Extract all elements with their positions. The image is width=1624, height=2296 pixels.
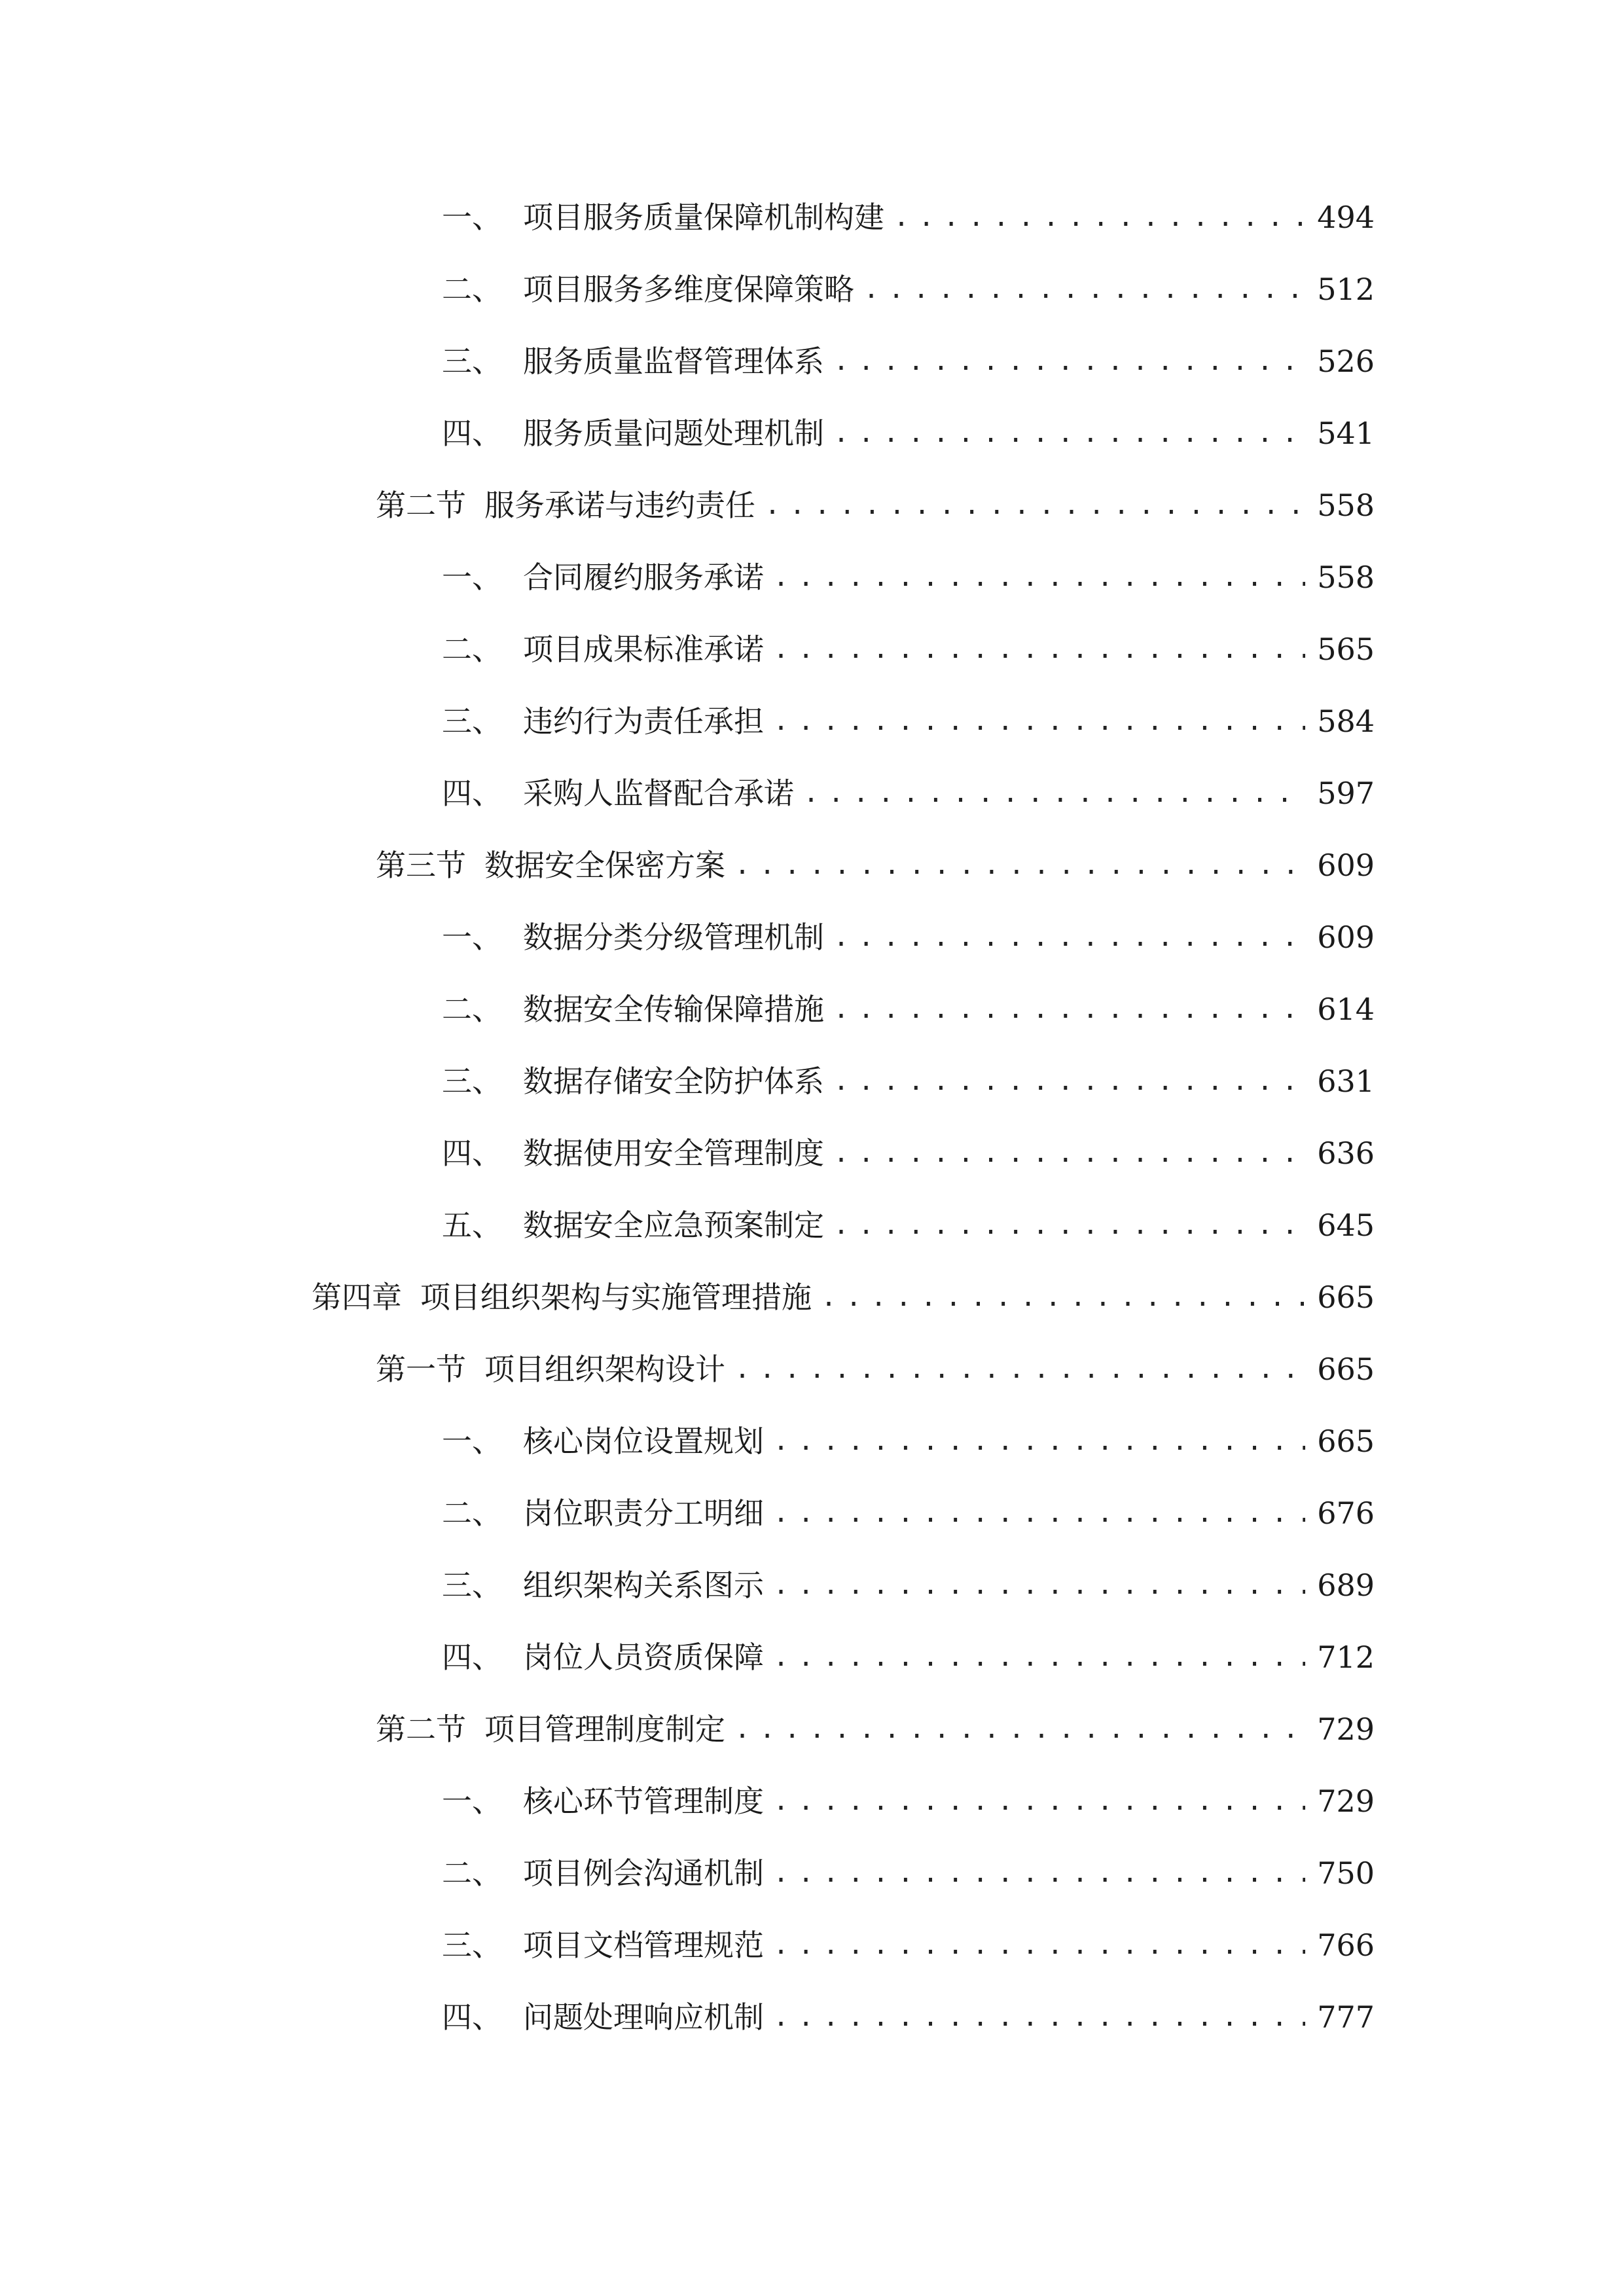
toc-entry-label <box>442 1124 824 1183</box>
toc-dot-leader <box>773 1628 1305 1687</box>
toc-entry-title: 数据使用安全管理制度 <box>523 1136 824 1171</box>
toc-dot-leader <box>803 764 1305 823</box>
toc-dot-leader <box>773 1844 1305 1903</box>
toc-dot-leader <box>833 1124 1305 1183</box>
toc-page-number: 665 <box>1317 1352 1375 1387</box>
toc-dot-leader <box>833 1196 1305 1255</box>
toc-dot-leader <box>833 404 1305 463</box>
toc-entry[interactable] <box>0 1556 1375 1615</box>
toc-entry-title: 问题处理响应机制 <box>523 2000 764 2035</box>
toc-entry-number: 三、 <box>442 1928 502 1963</box>
toc-page-number: 712 <box>1317 1640 1375 1675</box>
toc-page-number: 541 <box>1317 416 1375 451</box>
toc-entry-title: 数据分类分级管理机制 <box>523 920 824 955</box>
toc-entry-number: 一、 <box>442 1784 502 1819</box>
toc-entry[interactable] <box>0 1628 1375 1687</box>
toc-entry-title: 项目组织架构设计 <box>484 1352 725 1387</box>
toc-entry-title: 岗位人员资质保障 <box>523 1640 764 1675</box>
toc-entry-label <box>442 260 854 319</box>
toc-entry-number: 第二节 <box>376 1712 466 1747</box>
toc-entry-number: 四、 <box>442 1640 502 1675</box>
toc-dot-leader <box>773 620 1305 679</box>
toc-entry-number: 三、 <box>442 1568 502 1603</box>
toc-entry[interactable] <box>0 1268 1375 1327</box>
toc-entry-title: 核心环节管理制度 <box>523 1784 764 1819</box>
toc-page-number: 584 <box>1317 704 1375 739</box>
toc-entry-title: 数据安全保密方案 <box>484 848 725 883</box>
toc-entry-label <box>442 1484 764 1543</box>
toc-entry-number: 第三节 <box>376 848 466 883</box>
toc-dot-leader <box>773 1556 1305 1615</box>
toc-dot-leader <box>833 332 1305 391</box>
toc-entry-title: 项目服务质量保障机制构建 <box>523 200 884 235</box>
toc-dot-leader <box>893 188 1305 247</box>
toc-dot-leader <box>773 1988 1305 2047</box>
toc-entry[interactable] <box>0 836 1375 895</box>
toc-entry-title: 服务质量监督管理体系 <box>523 344 824 379</box>
toc-page-number: 729 <box>1317 1784 1375 1819</box>
toc-entry-number: 五、 <box>442 1208 502 1243</box>
toc-entry-title: 采购人监督配合承诺 <box>523 776 794 811</box>
toc-page-number: 609 <box>1317 848 1375 883</box>
toc-entry-number: 三、 <box>442 344 502 379</box>
toc-entry[interactable] <box>0 764 1375 823</box>
toc-page-number: 558 <box>1317 560 1375 595</box>
toc-entry-title: 服务承诺与违约责任 <box>484 488 755 523</box>
toc-entry-number: 三、 <box>442 1064 502 1099</box>
toc-entry-number: 第二节 <box>376 488 466 523</box>
toc-page-number: 614 <box>1317 992 1375 1027</box>
toc-entry-title: 项目管理制度制定 <box>484 1712 725 1747</box>
toc-entry-number: 一、 <box>442 560 502 595</box>
toc-entry[interactable] <box>0 1412 1375 1471</box>
toc-dot-leader <box>765 476 1305 535</box>
toc-entry[interactable] <box>0 332 1375 391</box>
toc-entry[interactable] <box>0 620 1375 679</box>
toc-page-number: 645 <box>1317 1208 1375 1243</box>
toc-entry-title: 项目成果标准承诺 <box>523 632 764 667</box>
toc-entry-label <box>442 692 764 751</box>
toc-entry-title: 项目服务多维度保障策略 <box>523 272 854 307</box>
toc-entry[interactable] <box>0 908 1375 967</box>
toc-entry-title: 岗位职责分工明细 <box>523 1496 764 1531</box>
toc-entry[interactable] <box>0 476 1375 535</box>
toc-entry-label <box>442 188 884 247</box>
toc-entry-label <box>442 1844 764 1903</box>
toc-entry-number: 第一节 <box>376 1352 466 1387</box>
toc-entry[interactable] <box>0 1700 1375 1759</box>
toc-dot-leader <box>863 260 1305 319</box>
toc-entry[interactable] <box>0 980 1375 1039</box>
toc-page-number: 631 <box>1317 1064 1375 1099</box>
toc-entry-label <box>376 1340 725 1399</box>
toc-entry-label <box>376 836 725 895</box>
toc-entry-number: 一、 <box>442 1424 502 1459</box>
toc-entry-number: 二、 <box>442 1856 502 1891</box>
toc-entry-label <box>442 1916 764 1975</box>
toc-entry[interactable] <box>0 1484 1375 1543</box>
toc-entry-number: 二、 <box>442 1496 502 1531</box>
toc-entry-title: 数据存储安全防护体系 <box>523 1064 824 1099</box>
toc-entry-title: 核心岗位设置规划 <box>523 1424 764 1459</box>
toc-dot-leader <box>773 1916 1305 1975</box>
toc-entry-label <box>442 1988 764 2047</box>
toc-entry-label <box>442 764 794 823</box>
toc-page-number: 676 <box>1317 1496 1375 1531</box>
toc-dot-leader <box>734 1340 1305 1399</box>
toc-page-number: 597 <box>1317 776 1375 811</box>
toc-entry-label <box>376 476 755 535</box>
toc-dot-leader <box>773 692 1305 751</box>
toc-entry-number: 四、 <box>442 2000 502 2035</box>
toc-entry-number: 二、 <box>442 272 502 307</box>
toc-page-number: 494 <box>1317 200 1375 235</box>
toc-entry[interactable] <box>0 1772 1375 1831</box>
toc-page-number: 565 <box>1317 632 1375 667</box>
toc-dot-leader <box>821 1268 1305 1327</box>
toc-dot-leader <box>773 1484 1305 1543</box>
toc-entry-number: 第四章 <box>312 1280 402 1315</box>
toc-dot-leader <box>734 836 1305 895</box>
toc-entry-title: 组织架构关系图示 <box>523 1568 764 1603</box>
toc-entry-title: 服务质量问题处理机制 <box>523 416 824 451</box>
toc-entry-label <box>442 1772 764 1831</box>
toc-entry[interactable] <box>0 1124 1375 1183</box>
toc-page-number: 512 <box>1317 272 1375 307</box>
toc-entry-number: 二、 <box>442 992 502 1027</box>
toc-entry[interactable] <box>0 1196 1375 1255</box>
toc-entry-number: 一、 <box>442 920 502 955</box>
toc-entry-label <box>442 1628 764 1687</box>
toc-entry-number: 二、 <box>442 632 502 667</box>
toc-entry[interactable] <box>0 1340 1375 1399</box>
toc-entry-label <box>442 908 824 967</box>
toc-entry-title: 项目文档管理规范 <box>523 1928 764 1963</box>
toc-entry-label <box>442 1196 824 1255</box>
toc-entry-label <box>376 1700 725 1759</box>
toc-entry-label <box>312 1268 812 1327</box>
toc-dot-leader <box>734 1700 1305 1759</box>
toc-entry-label <box>442 332 824 391</box>
toc-page-number: 750 <box>1317 1856 1375 1891</box>
toc-entry-label <box>442 1412 764 1471</box>
toc-entry-number: 四、 <box>442 416 502 451</box>
toc-dot-leader <box>833 908 1305 967</box>
toc-entry[interactable] <box>0 260 1375 319</box>
toc-entry-label <box>442 404 824 463</box>
toc-entry[interactable] <box>0 548 1375 607</box>
toc-entry-label <box>442 980 824 1039</box>
toc-entry-title: 合同履约服务承诺 <box>523 560 764 595</box>
toc-page-number: 777 <box>1317 2000 1375 2035</box>
toc-dot-leader <box>773 1772 1305 1831</box>
toc-page-number: 665 <box>1317 1280 1375 1315</box>
toc-entry[interactable] <box>0 404 1375 463</box>
toc-entry[interactable] <box>0 1052 1375 1111</box>
toc-entry-title: 项目例会沟通机制 <box>523 1856 764 1891</box>
toc-page-number: 609 <box>1317 920 1375 955</box>
toc-entry[interactable] <box>0 1916 1375 1975</box>
toc-page-number: 636 <box>1317 1136 1375 1171</box>
toc-entry-number: 三、 <box>442 704 502 739</box>
toc-page-number: 766 <box>1317 1928 1375 1963</box>
toc-entry-title: 数据安全应急预案制定 <box>523 1208 824 1243</box>
toc-entry[interactable] <box>0 692 1375 751</box>
toc-page-number: 526 <box>1317 344 1375 379</box>
toc-entry-title: 违约行为责任承担 <box>523 704 764 739</box>
toc-page-number: 689 <box>1317 1568 1375 1603</box>
toc-dot-leader <box>833 1052 1305 1111</box>
toc-entry-number: 一、 <box>442 200 502 235</box>
toc-entry-title: 数据安全传输保障措施 <box>523 992 824 1027</box>
toc-entry[interactable] <box>0 188 1375 247</box>
toc-dot-leader <box>773 1412 1305 1471</box>
toc-dot-leader <box>833 980 1305 1039</box>
toc-entry-label <box>442 1052 824 1111</box>
toc-entry[interactable] <box>0 1844 1375 1903</box>
toc-entry-label <box>442 620 764 679</box>
toc-page-number: 665 <box>1317 1424 1375 1459</box>
toc-entry-number: 四、 <box>442 1136 502 1171</box>
toc-entry-label <box>442 548 764 607</box>
toc-page-number: 558 <box>1317 488 1375 523</box>
toc-dot-leader <box>773 548 1305 607</box>
toc-entry-number: 四、 <box>442 776 502 811</box>
toc-entry-label <box>442 1556 764 1615</box>
toc-page-number: 729 <box>1317 1712 1375 1747</box>
toc-entry-title: 项目组织架构与实施管理措施 <box>420 1280 812 1315</box>
toc-entry[interactable] <box>0 1988 1375 2047</box>
